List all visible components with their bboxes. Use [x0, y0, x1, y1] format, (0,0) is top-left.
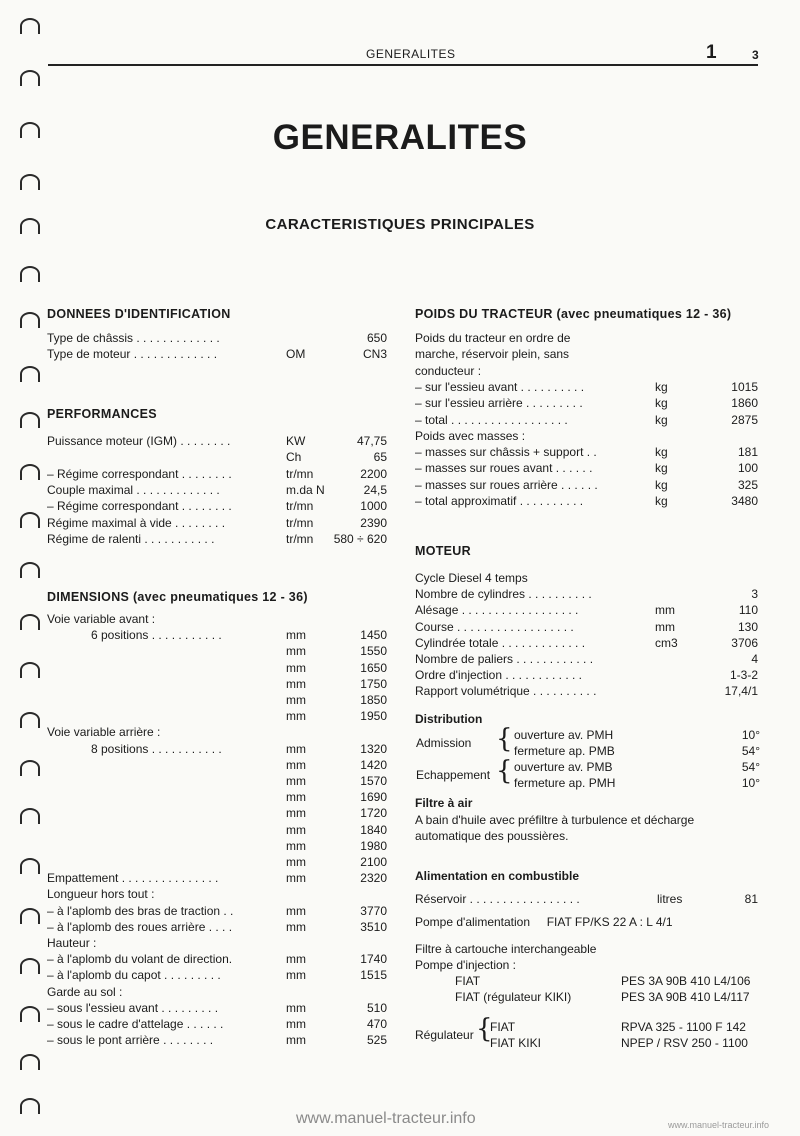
dimensions-row-label: 6 positions . . . . . . . . . . .: [91, 628, 222, 643]
running-header: GENERALITES: [366, 47, 456, 61]
binder-ring: [20, 662, 40, 678]
dimensions-row-unit: mm: [286, 806, 306, 821]
dimensions-row-label: – à l'aplomb des bras de traction . .: [47, 903, 234, 918]
regulateur-kiki-value: NPEP / RSV 250 - 1100: [621, 1036, 748, 1050]
poids-row-label: – masses sur châssis + support . .: [415, 445, 597, 460]
dimensions-row-label: – sous le pont arrière . . . . . . . .: [47, 1033, 214, 1048]
moteur-row-unit: mm: [655, 603, 675, 618]
filtre-air-title: Filtre à air: [415, 796, 473, 810]
dimensions-row-unit: mm: [286, 774, 306, 788]
identification-row-value: CN3: [362, 347, 387, 361]
performances-row-value: 2200: [360, 466, 387, 481]
dimensions-row-label: – sous l'essieu avant . . . . . . . . .: [47, 1000, 219, 1015]
dimensions-row-label: – à l'aplomb du capot . . . . . . . . .: [47, 968, 221, 983]
filtre-air-line1: A bain d'huile avec préfiltre à turbulence et décharge: [415, 813, 695, 827]
section-title-identification: DONNEES D'IDENTIFICATION: [47, 307, 231, 321]
dimensions-row-label: Empattement . . . . . . . . . . . . . . .: [47, 871, 219, 886]
poids-row-label: – masses sur roues arrière . . . . . .: [415, 477, 598, 492]
moteur-row-value: 1-3-2: [729, 668, 758, 683]
header-rule: [48, 64, 758, 66]
poids-row-label: marche, réservoir plein, sans: [415, 347, 570, 362]
dimensions-row-value: 1450: [360, 628, 387, 643]
poids-row-value: 1015: [731, 379, 758, 394]
reservoir-label: Réservoir . . . . . . . . . . . . . . . . .: [415, 892, 580, 906]
performances-row-value: 580 ÷ 620: [333, 531, 387, 546]
binder-ring: [20, 464, 40, 480]
dimensions-row-label: Voie variable avant :: [47, 612, 156, 626]
filtre-air-line2: automatique des poussières.: [415, 829, 569, 843]
dimensions-row-label: Longueur hors tout :: [47, 887, 155, 902]
dimensions-row-label: Hauteur :: [47, 936, 97, 950]
binder-ring: [20, 760, 40, 776]
performances-row-unit: tr/mn: [286, 531, 314, 546]
pompe-injection-label: Pompe d'injection :: [415, 958, 517, 972]
binder-ring: [20, 18, 40, 34]
poids-row-unit: kg: [655, 494, 668, 508]
moteur-row-value: 3: [751, 587, 758, 602]
performances-row-value: 1000: [360, 499, 387, 514]
dimensions-row-value: 1550: [360, 644, 387, 659]
binder-ring: [20, 512, 40, 528]
dimensions-row-unit: mm: [286, 855, 306, 869]
poids-row-label: – total . . . . . . . . . . . . . . . . . .: [415, 412, 568, 427]
poids-row-label: – masses sur roues avant . . . . . .: [415, 461, 593, 476]
pompe-fiat-label: FIAT: [455, 974, 481, 988]
dimensions-row-label: – à l'aplomb du volant de direction.: [47, 952, 233, 967]
poids-row-value: 1860: [731, 396, 758, 411]
filtre-cartouche: Filtre à cartouche interchangeable: [415, 942, 597, 956]
binder-ring: [20, 412, 40, 428]
binder-ring: [20, 366, 40, 382]
binder-ring: [20, 562, 40, 578]
dimensions-row-unit: mm: [286, 822, 306, 837]
poids-row-value: 181: [737, 445, 758, 460]
identification-row-label: Type de châssis . . . . . . . . . . . . .: [47, 331, 220, 345]
dimensions-row-unit: mm: [286, 757, 306, 772]
section-title-dimensions: DIMENSIONS (avec pneumatiques 12 - 36): [47, 590, 308, 604]
pompe-alimentation: Pompe d'alimentation FIAT FP/KS 22 A : L 4/1: [415, 915, 673, 929]
section-title-performances: PERFORMANCES: [47, 407, 157, 421]
performances-row-label: Régime maximal à vide . . . . . . . .: [47, 515, 226, 530]
binder-ring: [20, 808, 40, 824]
binder-ring: [20, 614, 40, 630]
performances-row-label: Couple maximal . . . . . . . . . . . . .: [47, 482, 220, 497]
pompe-fiat-value: PES 3A 90B 410 L4/106: [621, 974, 751, 988]
distribution-title: Distribution: [415, 712, 483, 726]
performances-row-value: 47,75: [356, 434, 387, 448]
poids-row-unit: kg: [655, 461, 668, 476]
dimensions-row-label: Voie variable arrière :: [47, 725, 161, 740]
echappement-close-label: fermeture ap. PMH: [514, 776, 616, 790]
performances-row-unit: tr/mn: [286, 515, 314, 530]
dimensions-row-value: 2320: [360, 871, 387, 886]
binder-ring: [20, 70, 40, 86]
moteur-row-label: Course . . . . . . . . . . . . . . . . . .: [415, 619, 574, 634]
poids-row-label: Poids du tracteur en ordre de: [415, 331, 571, 345]
footer-watermark: www.manuel-tracteur.info: [296, 1110, 476, 1127]
admission-open-label: ouverture av. PMH: [514, 728, 614, 742]
moteur-row-value: 130: [737, 619, 758, 634]
performances-row-label: – Régime correspondant . . . . . . . .: [47, 499, 232, 514]
moteur-row-label: Nombre de paliers . . . . . . . . . . . .: [415, 652, 594, 666]
performances-row-unit: tr/mn: [286, 466, 314, 481]
poids-row-unit: kg: [655, 412, 668, 427]
performances-row-value: 65: [373, 450, 387, 465]
echappement-open-label: ouverture av. PMB: [514, 760, 613, 774]
dimensions-row-value: 1320: [360, 741, 387, 756]
dimensions-row-value: 525: [366, 1033, 387, 1048]
dimensions-row-unit: mm: [286, 741, 306, 756]
dimensions-row-unit: mm: [286, 968, 306, 983]
regulateur-kiki-label: FIAT KIKI: [490, 1036, 541, 1050]
binder-ring: [20, 858, 40, 874]
identification-row-label: Type de moteur . . . . . . . . . . . . .: [47, 347, 218, 361]
binder-ring: [20, 1054, 40, 1070]
page-title: GENERALITES: [272, 118, 528, 157]
dimensions-row-value: 1420: [360, 757, 387, 772]
poids-row-unit: kg: [655, 379, 668, 394]
performances-row-unit: KW: [286, 434, 306, 448]
section-title-moteur: MOTEUR: [415, 544, 471, 558]
dimensions-row-value: 1690: [360, 790, 387, 805]
moteur-row-unit: cm3: [655, 635, 678, 650]
page-subtitle: CARACTERISTIQUES PRINCIPALES: [265, 216, 535, 233]
brace-admission: {: [496, 724, 513, 754]
dimensions-row-value: 1750: [360, 676, 387, 691]
binder-ring: [20, 174, 40, 190]
dimensions-row-unit: mm: [286, 660, 306, 675]
dimensions-row-label: – sous le cadre d'attelage . . . . . .: [47, 1017, 224, 1031]
section-title-poids: POIDS DU TRACTEUR (avec pneumatiques 12 - 36): [415, 307, 732, 321]
dimensions-row-unit: mm: [286, 838, 306, 853]
dimensions-row-value: 2100: [360, 855, 387, 869]
performances-row-unit: m.da N: [286, 482, 325, 497]
admission-label: Admission: [416, 736, 472, 750]
performances-row-label: Puissance moteur (IGM) . . . . . . . .: [47, 434, 231, 448]
performances-row-unit: tr/mn: [286, 499, 314, 514]
poids-row-label: conducteur :: [415, 363, 482, 378]
performances-row-label: Régime de ralenti . . . . . . . . . . .: [47, 531, 215, 546]
page-number: 3: [752, 48, 759, 62]
binder-ring: [20, 1006, 40, 1022]
moteur-row-label: Ordre d'injection . . . . . . . . . . . .: [415, 668, 583, 683]
dimensions-row-unit: mm: [286, 676, 306, 691]
dimensions-row-unit: mm: [286, 903, 306, 918]
dimensions-row-unit: mm: [286, 693, 306, 707]
dimensions-row-value: 470: [366, 1017, 387, 1031]
dimensions-row-unit: mm: [286, 919, 306, 934]
dimensions-row-value: 3770: [360, 903, 387, 918]
dimensions-row-value: 1720: [360, 806, 387, 821]
binder-ring: [20, 908, 40, 924]
dimensions-row-unit: mm: [286, 1000, 306, 1015]
identification-row-unit: OM: [286, 347, 306, 361]
moteur-row-label: Rapport volumétrique . . . . . . . . . .: [415, 684, 597, 699]
poids-row-value: 3480: [731, 494, 758, 508]
footer-watermark-small: www.manuel-tracteur.info: [668, 1120, 770, 1130]
echappement-open-value: 54°: [741, 760, 760, 774]
binder-ring: [20, 1098, 40, 1114]
performances-row-value: 2390: [360, 515, 387, 530]
pompe-kiki-label: FIAT (régulateur KIKI): [455, 990, 572, 1004]
reservoir-value: 81: [744, 892, 758, 906]
poids-row-label: Poids avec masses :: [415, 428, 526, 443]
poids-row-label: – sur l'essieu avant . . . . . . . . . .: [415, 379, 585, 394]
dimensions-row-label: 8 positions . . . . . . . . . . .: [91, 741, 222, 756]
moteur-row-label: Alésage . . . . . . . . . . . . . . . . . .: [415, 603, 579, 618]
binder-ring: [20, 266, 40, 282]
echappement-label: Echappement: [416, 768, 491, 782]
admission-close-value: 54°: [741, 744, 760, 758]
dimensions-row-value: 1980: [360, 838, 387, 853]
poids-row-value: 325: [737, 477, 758, 492]
poids-row-label: – sur l'essieu arrière . . . . . . . . .: [415, 396, 583, 411]
dimensions-row-label: – à l'aplomb des roues arrière . . . .: [47, 919, 233, 934]
admission-open-value: 10°: [741, 728, 760, 742]
poids-row-unit: kg: [655, 396, 668, 411]
dimensions-row-unit: mm: [286, 644, 306, 659]
dimensions-row-unit: mm: [286, 709, 306, 724]
alimentation-title: Alimentation en combustible: [415, 869, 580, 883]
moteur-row-value: 17,4/1: [724, 684, 758, 699]
brace-echappement: {: [496, 756, 513, 786]
dimensions-row-value: 1570: [360, 774, 387, 788]
moteur-row-unit: mm: [655, 619, 675, 634]
binder-ring: [20, 712, 40, 728]
dimensions-row-unit: mm: [286, 1017, 306, 1031]
dimensions-row-value: 1740: [360, 952, 387, 967]
performances-row-label: – Régime correspondant . . . . . . . .: [47, 466, 232, 481]
brace-regulateur: {: [476, 1014, 493, 1044]
dimensions-row-value: 1515: [360, 968, 387, 983]
poids-row-unit: kg: [655, 445, 668, 460]
dimensions-row-value: 1950: [360, 709, 387, 724]
moteur-row-label: Cylindrée totale . . . . . . . . . . . . .: [415, 635, 586, 650]
dimensions-row-value: 510: [366, 1000, 387, 1015]
regulateur-label: Régulateur: [415, 1028, 474, 1042]
dimensions-row-unit: mm: [286, 871, 306, 886]
pompe-kiki-value: PES 3A 90B 410 L4/117: [621, 990, 750, 1004]
moteur-row-label: Cycle Diesel 4 temps: [415, 571, 528, 585]
admission-close-label: fermeture ap. PMB: [514, 744, 615, 758]
moteur-row-label: Nombre de cylindres . . . . . . . . . .: [415, 587, 592, 602]
dimensions-row-unit: mm: [286, 628, 306, 643]
dimensions-row-unit: mm: [286, 790, 306, 805]
dimensions-row-unit: mm: [286, 1033, 306, 1048]
echappement-close-value: 10°: [741, 776, 760, 790]
dimensions-row-value: 1840: [360, 822, 387, 837]
binder-ring: [20, 958, 40, 974]
reservoir-unit: litres: [657, 892, 683, 906]
performances-row-value: 24,5: [363, 482, 387, 497]
poids-row-value: 100: [737, 461, 758, 476]
performances-row-unit: Ch: [286, 450, 302, 465]
binder-ring: [20, 312, 40, 328]
moteur-row-value: 4: [751, 652, 758, 666]
poids-row-label: – total approximatif . . . . . . . . . .: [415, 494, 584, 508]
chapter-number: 1: [706, 42, 717, 63]
poids-row-value: 2875: [731, 412, 758, 427]
dimensions-row-value: 1850: [360, 693, 387, 707]
moteur-row-value: 3706: [731, 635, 758, 650]
identification-row-value: 650: [366, 331, 387, 345]
poids-row-unit: kg: [655, 477, 668, 492]
dimensions-row-value: 1650: [360, 660, 387, 675]
dimensions-row-value: 3510: [360, 919, 387, 934]
dimensions-row-unit: mm: [286, 952, 306, 967]
regulateur-fiat-value: RPVA 325 - 1100 F 142: [621, 1020, 746, 1034]
dimensions-row-label: Garde au sol :: [47, 984, 123, 999]
regulateur-fiat-label: FIAT: [490, 1020, 516, 1034]
moteur-row-value: 110: [738, 603, 758, 618]
